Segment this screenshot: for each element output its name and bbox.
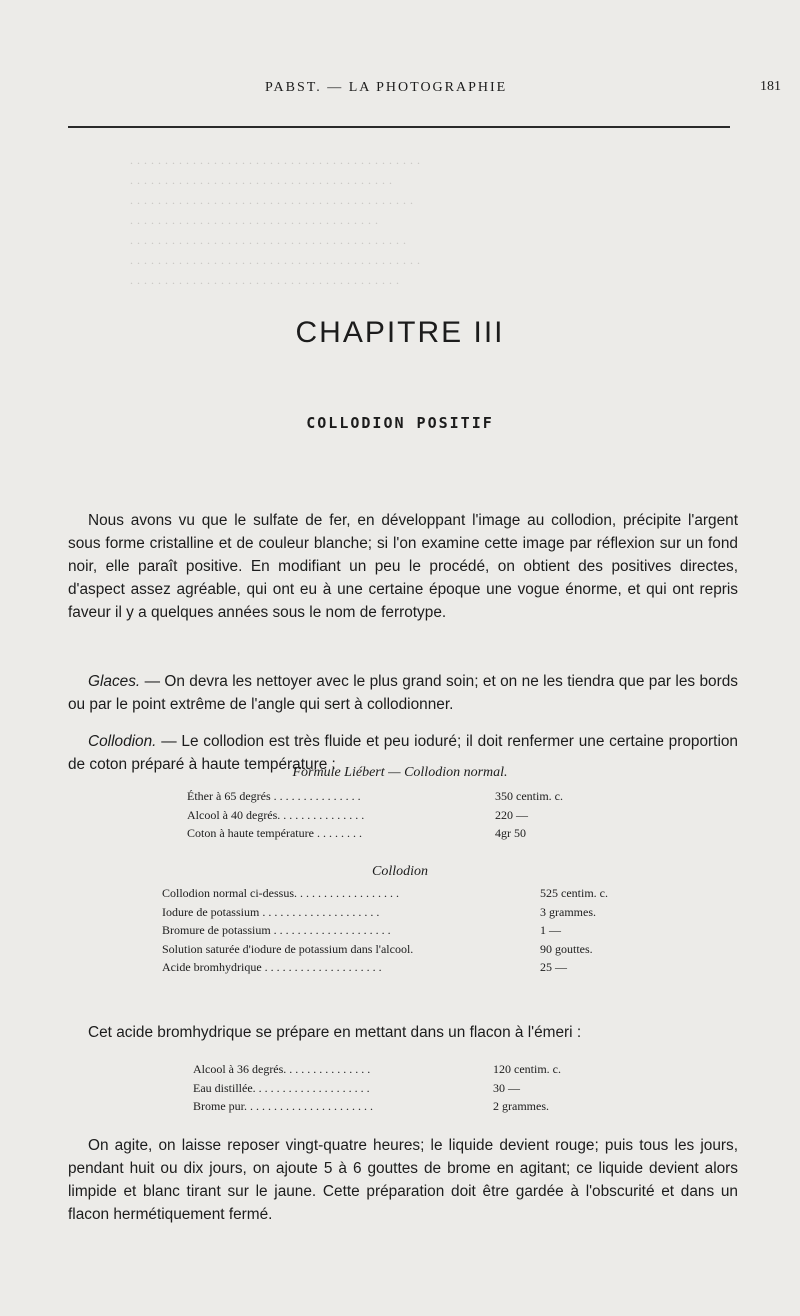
paragraph-intro [68,509,738,624]
recipe-table [162,884,682,977]
recipe-table [187,787,607,843]
ingredient-quantity: 350 centim. c. [495,789,563,803]
paragraph-lead: Collodion. [88,733,157,750]
ingredient-quantity: 3 grammes. [540,904,596,919]
ingredient-label: Coton à haute température . . . . . . . . [187,826,362,840]
formula-title: Collodion [371,864,428,879]
recipe-row [187,806,607,825]
paragraph-text: On agite, on laisse reposer vingt-quatre heures; le liquide devient rouge; puis tous les jours, pendant huit ou dix jours, on ajoute 5 à 6 gouttes de brome en agitant; ce liquide devient alors limpide et blanc tirant sur le jaune. Cette préparation doit être gardée à l'obscurité et dans un flacon hermétiquement fermé. [68,1137,738,1223]
paragraph-final [68,1134,738,1226]
ingredient-quantity: 25 — [540,960,567,974]
bleed-through-text: . . . . . . . . . . . . . . . . . . . . . . . . . . . . . . . . . . . . . . . . . . . . . . . . . . . . . . . . . . . . . . . . . . . . . . . . . . . . . . . . . . . . . . . . . . . . . . . . . . . . . . . . . . . . . . . . . . . . . . . . . . . . . . . . . . . . . . . . . . . . . . . . . . . . . . . . . . . . . . . . . . . . . . . . . . . . . . . . . . . . . . . . . . . . . . . . . . . . . . . . . . . . . . . . . . . . . . . . . . . . . . . . . . . . . . . . . . . . . . . . . . . . . . . . . . . . . . . . . . . . . . . . . . . . . . . . . . . . . . [130,153,421,287]
ingredient-label: Acide bromhydrique . . . . . . . . . . . . . . . . . . . . [162,960,382,974]
ingredient-quantity: 1 — [540,923,561,937]
formula-title: Formule Liébert — Collodion normal. [292,765,508,780]
paragraph-bromhydrique [68,1021,738,1044]
recipe-row [162,921,682,940]
recipe-table [193,1060,623,1116]
ingredient-quantity: 120 centim. c. [493,1062,561,1076]
ingredient-quantity: 525 centim. c. [540,886,608,900]
section-title: COLLODION POSITIF [306,414,494,432]
ingredient-label: Eau distillée. . . . . . . . . . . . . . . . . . . . [193,1080,370,1095]
ingredient-quantity: 30 — [493,1080,520,1095]
recipe-row [187,824,607,843]
ingredient-quantity: 2 grammes. [493,1099,549,1113]
page-number: 181 [760,79,781,94]
recipe-row [187,787,607,806]
paragraph-text: Nous avons vu que le sulfate de fer, en développant l'image au collodion, précipite l'argent sous forme cristalline et de couleur blanche; si l'on examine cette image par réflexion sur un fond noir, elle paraît positive. En modifiant un peu le procédé, on obtient des positives directes, d'aspect assez agréable, qui ont eu à une certaine époque une vogue énorme, et qui ont repris faveur il y a quelques années sous le nom de ferrotype. [68,512,738,621]
ingredient-quantity: 90 gouttes. [540,941,593,956]
paragraph-text: — On devra les nettoyer avec le plus grand soin; et on ne les tiendra que par les bords ou par le point extrême de l'angle qui sert à collodionner. [68,673,738,713]
ingredient-label: Iodure de potassium . . . . . . . . . . . . . . . . . . . . [162,904,380,919]
ingredient-label: Brome pur. . . . . . . . . . . . . . . . . . . . . . [193,1099,373,1113]
recipe-row [162,903,682,922]
ingredient-label: Collodion normal ci-dessus. . . . . . . . . . . . . . . . . . [162,886,399,900]
recipe-row [193,1079,623,1098]
header-rule [68,126,730,128]
ingredient-label: Solution saturée d'iodure de potassium dans l'alcool. [162,941,414,956]
recipe-row [193,1060,623,1079]
chapter-title: CHAPITRE III [295,316,505,349]
ingredient-quantity: 4gr 50 [495,826,526,840]
recipe-row [193,1097,623,1116]
ingredient-label: Alcool à 40 degrés. . . . . . . . . . . . . . . [187,807,365,822]
paragraph-text: Cet acide bromhydrique se prépare en mettant dans un flacon à l'émeri : [88,1024,582,1041]
ingredient-label: Bromure de potassium . . . . . . . . . . . . . . . . . . . . [162,923,391,937]
ingredient-label: Éther à 65 degrés . . . . . . . . . . . . . . . [187,789,361,803]
paragraph-lead: Glaces. [88,673,141,690]
ingredient-quantity: 220 — [495,807,528,822]
recipe-row [162,958,682,977]
recipe-row [162,884,682,903]
recipe-row [162,940,682,959]
paragraph-text: — Le collodion est très fluide et peu ioduré; il doit renfermer une certaine proportion de coton préparé à haute température : [68,733,738,773]
ingredient-label: Alcool à 36 degrés. . . . . . . . . . . . . . . [193,1062,371,1076]
running-head: PABST. — LA PHOTOGRAPHIE [265,80,508,95]
paragraph-glaces [68,670,738,716]
